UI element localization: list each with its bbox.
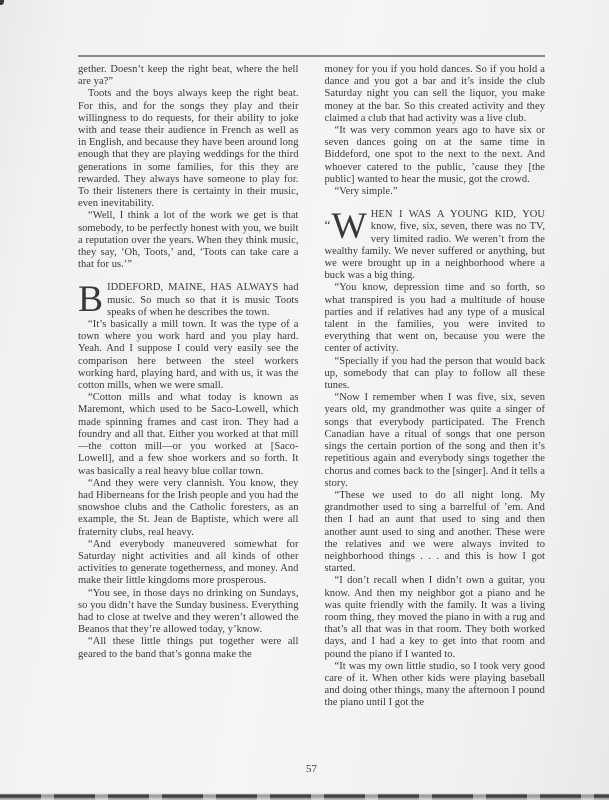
paragraph: “Very simple.” bbox=[334, 186, 398, 198]
paragraph: “And they were very clannish. You know, they had Hiberneans for the Irish people and you had the snowshoe clubs and the Catholic foresters, as an example, the St. Jean de Baptiste, which were all fraternity clubs, real heavy. bbox=[78, 477, 299, 538]
dropcap-letter-b: B bbox=[78, 279, 104, 321]
paragraph: “It’s basically a mill town. It was the type of a town where you work hard and you play hard. Yeah. And I suppose I could very easily see the comparison here between the steel workers working hard, playing hard, and with us, it was the cotton mills, when we were small. bbox=[78, 319, 299, 392]
column-left bbox=[78, 64, 299, 752]
dropcap-b-wrap bbox=[78, 279, 107, 321]
paragraph: “Well, I think a lot of the work we get is that somebody, to be perfectly honest with you, we built a reputation over the years. When they think music, they say, ‘Oh, Toots,’ and, ‘Toots can take care a that for us.’” bbox=[78, 210, 299, 271]
paragraph: “I don’t recall when I didn’t own a guitar, you know. And then my neighbor got a piano and he was quite friendly with the family. It was a living room thing, they moved the piano in with a rug and that’s all that was in that room. They both worked days, and I had a key to get into that room and pound the piano if I wanted to. bbox=[324, 575, 545, 660]
dropcap-paragraph bbox=[324, 206, 546, 282]
paragraph: “Specially if you had the person that would back up, somebody that can play to follow all these tunes. bbox=[324, 355, 545, 392]
page-number: 57 bbox=[306, 763, 317, 775]
paragraph: “You know, depression time and so forth, so what transpired is you had a multitude of house parties and if relatives had any type of a musical talent in the families, you were invited to everything that went on, because you were the center of activity. bbox=[324, 282, 545, 355]
paragraph: Toots and the boys always keep the right beat. For this, and for the songs they play and their willingness to do requests, for their ability to joke with and tease their audience in French as well as in English, and because they have been around long enough that they are playing weddings for the third generations in some families, for this they are rewarded. They always have someone to play for. To their listeners there is certainty in their music, even inevitability. bbox=[78, 88, 299, 210]
paragraph: “It was very common years ago to have six or seven dances going on at the same time in Biddeford, one spot to the next to the next. And whoever catered to the public, ’cause they [the public] wanted to hear the music, got the crowd. bbox=[324, 125, 545, 185]
dropcap-letter-w: W bbox=[331, 206, 367, 248]
paragraph: money for you if you hold dances. So if you hold a dance and you got a bar and it’s inside the club Saturday night you can sell the liquor, you make money at the bar. So this created activity and they claimed a club that had activity was a live club. bbox=[324, 64, 545, 124]
dropcap-w-wrap bbox=[324, 206, 371, 248]
paragraph: “Now I remember when I was five, six, seven years old, my grandmother was quite a singer of songs that everybody participated. The French Canadian have a ritual of songs that one person sings the certain portion of the song and then it’s repetitious again and everybody sings together the chorus and comes back to the [singer]. And it tells a story. bbox=[324, 392, 545, 489]
paragraph: “All these little things put together were all geared to the band that’s gonna make the bbox=[78, 636, 299, 660]
dropcap-paragraph bbox=[78, 279, 299, 321]
article-text-block bbox=[78, 64, 545, 752]
paragraph-text: HEN I WAS A YOUNG KID, YOU know, five, six, seven, there was no TV, very limited radio. We weren’t from the wealthy family. We never suffered or anything, but we were brought up in a neighborhood where a buck was a big thing. bbox=[324, 209, 545, 282]
scan-artifact-bottom-edge bbox=[0, 792, 609, 800]
paragraph: gether. Doesn’t keep the right beat, where the hell are ya?” bbox=[78, 64, 299, 88]
column-right bbox=[325, 64, 546, 752]
scan-speck-top-left bbox=[0, 0, 4, 5]
paragraph: “These we used to do all night long. My grandmother used to sing a barrelful of ’em. And then I had an aunt that used to sing and then another aunt used to sing and another. These were the relatives and we were always invited to neighborhood things . . . and this is how I got started. bbox=[324, 489, 545, 575]
paragraph: “Cotton mills and what today is known as Maremont, which used to be Saco-Lowell, which made spinning frames and cast iron. They had a foundry and all that. Either you worked at that mill—the cotton mill—or you worked at [Saco-Lowell], and a few shoe workers and so forth. It was basically a real heavy blue collar town. bbox=[78, 392, 299, 477]
top-rule bbox=[78, 55, 545, 57]
paragraph: “It was my own little studio, so I took very good care of it. When other kids were playing baseball and doing other things, many the afternoon I pound the piano until I got the bbox=[324, 660, 545, 709]
paragraph: “And everybody maneuvered somewhat for Saturday night activities and all kinds of other activities to generate togetherness, and money. And make their little kingdoms more prosperous. bbox=[78, 538, 299, 587]
paragraph-text: IDDEFORD, MAINE, HAS ALWAYS had music. So much so that it is music Toots speaks of when he describes the town. bbox=[107, 282, 299, 318]
paragraph: “You see, in those days no drinking on Sundays, so you didn’t have the Sunday business. Everything had to close at twelve and they weren’t allowed the Beanos that they’re allowed today, y’know. bbox=[78, 587, 299, 636]
opening-quote-mark: “ bbox=[324, 217, 331, 233]
